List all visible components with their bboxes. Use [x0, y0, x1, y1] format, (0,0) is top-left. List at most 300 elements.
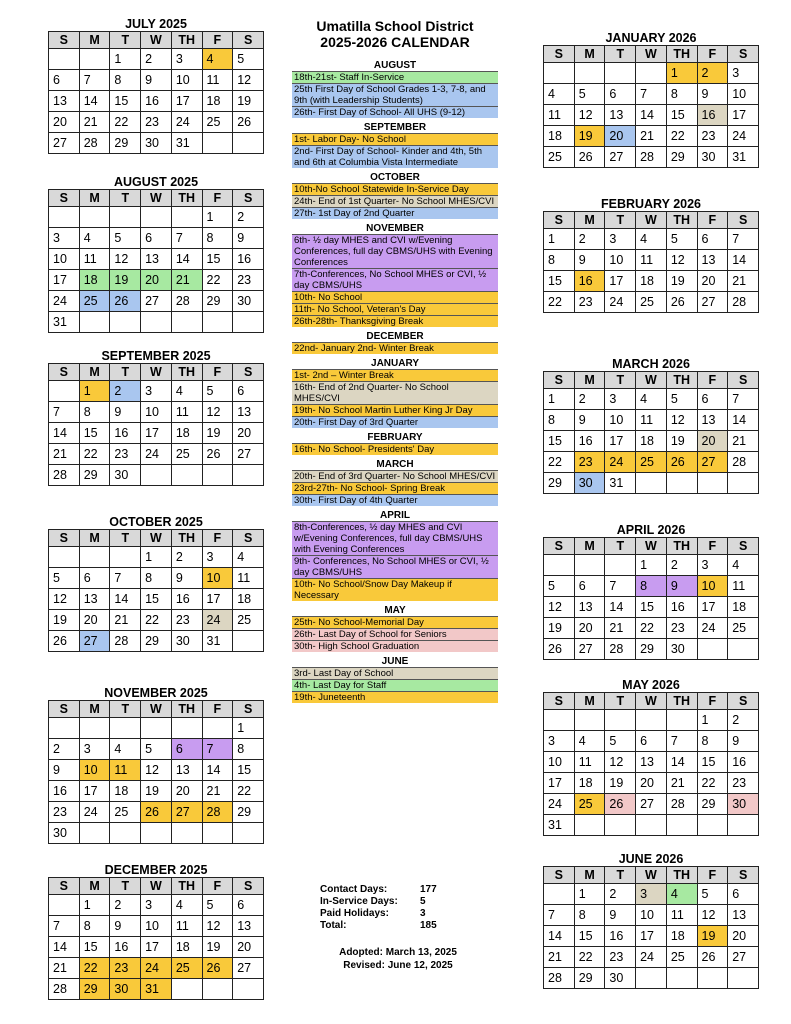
weekday-header: T — [605, 372, 636, 389]
day-cell: 23 — [233, 270, 264, 291]
day-cell: 21 — [666, 773, 697, 794]
month-grid — [543, 45, 759, 168]
calendar-apr-2026 — [543, 524, 759, 660]
day-cell: 10 — [697, 576, 728, 597]
day-cell: 4 — [171, 381, 202, 402]
week-row — [544, 250, 759, 271]
day-cell: 25 — [233, 610, 264, 631]
week-row — [544, 968, 759, 989]
month-grid — [543, 371, 759, 494]
day-cell: 21 — [171, 270, 202, 291]
event-section-heading: MARCH — [376, 459, 414, 470]
empty-cell — [79, 823, 110, 844]
day-cell: 3 — [636, 884, 667, 905]
empty-cell — [544, 884, 575, 905]
day-cell: 1 — [79, 381, 110, 402]
day-cell: 10 — [605, 250, 636, 271]
empty-cell — [202, 979, 233, 1000]
month-title: JANUARY 2026 — [605, 31, 697, 45]
day-cell: 6 — [49, 70, 80, 91]
day-cell: 3 — [697, 555, 728, 576]
day-cell: 13 — [171, 760, 202, 781]
day-cell: 8 — [544, 250, 575, 271]
empty-cell — [110, 718, 141, 739]
day-cell: 26 — [605, 794, 636, 815]
week-row — [544, 229, 759, 250]
empty-cell — [666, 815, 697, 836]
day-cell: 15 — [141, 589, 172, 610]
day-cell: 13 — [574, 597, 605, 618]
week-row — [49, 760, 264, 781]
empty-cell — [141, 718, 172, 739]
day-cell: 20 — [171, 781, 202, 802]
day-cell: 29 — [79, 979, 110, 1000]
day-cell: 12 — [697, 905, 728, 926]
event-section-heading: JUNE — [381, 656, 409, 667]
week-row — [544, 84, 759, 105]
day-cell: 21 — [728, 271, 759, 292]
day-cell: 11 — [171, 402, 202, 423]
day-cell: 10 — [79, 760, 110, 781]
day-cell: 17 — [605, 431, 636, 452]
month-title: FEBRUARY 2026 — [600, 197, 702, 211]
empty-cell — [110, 823, 141, 844]
day-cell: 15 — [233, 760, 264, 781]
day-cell: 10 — [171, 70, 202, 91]
weekday-header: W — [636, 538, 667, 555]
weekday-header: F — [202, 701, 233, 718]
day-cell: 19 — [574, 126, 605, 147]
day-cell: 22 — [141, 610, 172, 631]
day-cell: 12 — [110, 249, 141, 270]
empty-cell — [49, 895, 80, 916]
day-cell: 27 — [233, 958, 264, 979]
day-cell: 12 — [202, 402, 233, 423]
week-row — [49, 133, 264, 154]
empty-cell — [233, 823, 264, 844]
day-cell: 31 — [544, 815, 575, 836]
day-cell: 23 — [574, 452, 605, 473]
day-cell: 16 — [574, 431, 605, 452]
day-cell: 7 — [666, 731, 697, 752]
day-cell: 22 — [233, 781, 264, 802]
day-cell: 18 — [171, 937, 202, 958]
empty-cell — [79, 207, 110, 228]
day-cell: 1 — [697, 710, 728, 731]
day-cell: 2 — [728, 710, 759, 731]
day-cell: 17 — [636, 926, 667, 947]
day-cell: 10 — [728, 84, 759, 105]
week-row — [49, 402, 264, 423]
weekday-header: S — [728, 538, 759, 555]
day-cell: 29 — [666, 147, 697, 168]
week-row — [544, 576, 759, 597]
day-cell: 1 — [544, 229, 575, 250]
day-cell: 25 — [574, 794, 605, 815]
empty-cell — [233, 979, 264, 1000]
day-cell: 6 — [79, 568, 110, 589]
day-cell: 14 — [49, 937, 80, 958]
stat-value: 185 — [420, 920, 437, 931]
calendar-jan-2026 — [543, 32, 759, 168]
calendar-aug-2025 — [48, 176, 264, 333]
event-item: 26th- First Day of School- All UHS (9-12) — [292, 106, 498, 118]
day-cell: 29 — [110, 133, 141, 154]
day-cell: 16 — [605, 926, 636, 947]
day-cell: 3 — [605, 389, 636, 410]
day-cell: 19 — [666, 271, 697, 292]
event-item: 26th- Last Day of School for Seniors — [292, 628, 498, 640]
day-cell: 15 — [202, 249, 233, 270]
day-totals — [320, 884, 500, 932]
day-cell: 24 — [544, 794, 575, 815]
day-cell: 9 — [728, 731, 759, 752]
week-row — [49, 270, 264, 291]
day-cell: 2 — [110, 381, 141, 402]
empty-cell — [141, 465, 172, 486]
day-cell: 16 — [697, 105, 728, 126]
week-row — [49, 631, 264, 652]
day-cell: 13 — [728, 905, 759, 926]
empty-cell — [697, 815, 728, 836]
empty-cell — [49, 207, 80, 228]
empty-cell — [79, 718, 110, 739]
day-cell: 24 — [79, 802, 110, 823]
week-row — [49, 547, 264, 568]
day-cell: 5 — [141, 739, 172, 760]
empty-cell — [202, 823, 233, 844]
day-cell: 27 — [697, 452, 728, 473]
event-item: 4th- Last Day for Staff — [292, 679, 498, 691]
day-cell: 27 — [49, 133, 80, 154]
day-cell: 19 — [202, 937, 233, 958]
weekday-header: TH — [666, 693, 697, 710]
day-cell: 23 — [141, 112, 172, 133]
month-title: DECEMBER 2025 — [104, 863, 208, 877]
week-row — [49, 823, 264, 844]
day-cell: 13 — [233, 402, 264, 423]
week-row — [544, 431, 759, 452]
day-cell: 7 — [49, 916, 80, 937]
weekday-header: F — [697, 372, 728, 389]
day-cell: 18 — [574, 773, 605, 794]
day-cell: 9 — [697, 84, 728, 105]
day-cell: 27 — [697, 292, 728, 313]
day-cell: 5 — [666, 229, 697, 250]
weekday-header: T — [605, 46, 636, 63]
event-item: 30th- First Day of 4th Quarter — [292, 494, 498, 506]
empty-cell — [574, 815, 605, 836]
day-cell: 23 — [666, 618, 697, 639]
day-cell: 24 — [605, 292, 636, 313]
day-cell: 19 — [49, 610, 80, 631]
week-row — [544, 292, 759, 313]
day-cell: 30 — [141, 133, 172, 154]
day-cell: 28 — [202, 802, 233, 823]
day-cell: 18 — [79, 270, 110, 291]
weekday-header: S — [728, 212, 759, 229]
empty-cell — [233, 312, 264, 333]
adoption-info — [298, 946, 498, 972]
day-cell: 9 — [574, 410, 605, 431]
week-row — [544, 905, 759, 926]
day-cell: 17 — [728, 105, 759, 126]
weekday-header: S — [728, 693, 759, 710]
day-cell: 22 — [636, 618, 667, 639]
month-grid — [48, 31, 264, 154]
day-cell: 20 — [233, 937, 264, 958]
day-cell: 11 — [233, 568, 264, 589]
day-cell: 8 — [636, 576, 667, 597]
event-section-heading: JANUARY — [371, 358, 419, 369]
empty-cell — [636, 63, 667, 84]
day-cell: 13 — [697, 250, 728, 271]
day-cell: 8 — [697, 731, 728, 752]
day-cell: 2 — [605, 884, 636, 905]
day-cell: 3 — [728, 63, 759, 84]
day-cell: 28 — [636, 147, 667, 168]
month-grid — [543, 537, 759, 660]
day-cell: 20 — [574, 618, 605, 639]
day-cell: 4 — [636, 229, 667, 250]
day-cell: 13 — [141, 249, 172, 270]
day-cell: 30 — [171, 631, 202, 652]
week-row — [49, 228, 264, 249]
day-cell: 30 — [728, 794, 759, 815]
month-grid — [48, 877, 264, 1000]
week-row — [544, 947, 759, 968]
adopted-date: Adopted: March 13, 2025 — [339, 947, 457, 958]
event-item: 10th- No School — [292, 291, 498, 303]
day-cell: 1 — [636, 555, 667, 576]
day-cell: 22 — [574, 947, 605, 968]
day-cell: 16 — [574, 271, 605, 292]
weekday-header: TH — [171, 32, 202, 49]
stat-label: In-Service Days: — [320, 896, 398, 907]
day-cell: 13 — [697, 410, 728, 431]
weekday-header: M — [79, 701, 110, 718]
day-cell: 4 — [544, 84, 575, 105]
day-cell: 14 — [666, 752, 697, 773]
weekday-header: S — [544, 867, 575, 884]
empty-cell — [544, 555, 575, 576]
day-cell: 12 — [666, 410, 697, 431]
day-cell: 6 — [605, 84, 636, 105]
calendar-year-title: 2025-2026 CALENDAR — [320, 34, 470, 50]
empty-cell — [605, 555, 636, 576]
day-cell: 30 — [574, 473, 605, 494]
day-cell: 22 — [697, 773, 728, 794]
day-cell: 26 — [141, 802, 172, 823]
day-cell: 8 — [141, 568, 172, 589]
weekday-header: T — [110, 364, 141, 381]
day-cell: 31 — [605, 473, 636, 494]
day-cell: 5 — [574, 84, 605, 105]
empty-cell — [666, 968, 697, 989]
weekday-header: TH — [666, 46, 697, 63]
day-cell: 26 — [110, 291, 141, 312]
weekday-header: S — [544, 538, 575, 555]
day-cell: 2 — [171, 547, 202, 568]
day-cell: 20 — [636, 773, 667, 794]
weekday-header: M — [574, 372, 605, 389]
day-cell: 6 — [171, 739, 202, 760]
empty-cell — [79, 312, 110, 333]
day-cell: 21 — [544, 947, 575, 968]
day-cell: 8 — [574, 905, 605, 926]
day-cell: 7 — [636, 84, 667, 105]
empty-cell — [544, 710, 575, 731]
event-item: 1st- Labor Day- No School — [292, 133, 498, 145]
day-cell: 24 — [728, 126, 759, 147]
day-cell: 14 — [728, 410, 759, 431]
day-cell: 7 — [171, 228, 202, 249]
day-cell: 29 — [544, 473, 575, 494]
empty-cell — [79, 49, 110, 70]
weekday-header: S — [233, 190, 264, 207]
day-cell: 18 — [728, 597, 759, 618]
day-cell: 28 — [49, 465, 80, 486]
day-cell: 6 — [636, 731, 667, 752]
week-row — [49, 568, 264, 589]
month-grid — [48, 189, 264, 333]
day-cell: 31 — [171, 133, 202, 154]
day-cell: 13 — [605, 105, 636, 126]
day-cell: 22 — [666, 126, 697, 147]
empty-cell — [49, 381, 80, 402]
day-cell: 12 — [544, 597, 575, 618]
day-cell: 16 — [728, 752, 759, 773]
day-cell: 23 — [605, 947, 636, 968]
day-cell: 30 — [233, 291, 264, 312]
weekday-header: S — [728, 372, 759, 389]
stat-row — [320, 920, 500, 932]
day-cell: 5 — [202, 381, 233, 402]
week-row — [49, 916, 264, 937]
events-list — [292, 60, 498, 703]
day-cell: 6 — [141, 228, 172, 249]
day-cell: 23 — [574, 292, 605, 313]
empty-cell — [697, 639, 728, 660]
day-cell: 1 — [233, 718, 264, 739]
day-cell: 5 — [202, 895, 233, 916]
day-cell: 24 — [605, 452, 636, 473]
day-cell: 10 — [49, 249, 80, 270]
empty-cell — [605, 815, 636, 836]
weekday-header: F — [202, 364, 233, 381]
day-cell: 15 — [79, 423, 110, 444]
day-cell: 7 — [728, 229, 759, 250]
day-cell: 19 — [110, 270, 141, 291]
day-cell: 8 — [202, 228, 233, 249]
day-cell: 28 — [49, 979, 80, 1000]
week-row — [544, 147, 759, 168]
empty-cell — [574, 710, 605, 731]
calendar-oct-2025 — [48, 516, 264, 652]
day-cell: 8 — [110, 70, 141, 91]
day-cell: 8 — [666, 84, 697, 105]
calendar-jun-2026 — [543, 853, 759, 989]
empty-cell — [233, 631, 264, 652]
day-cell: 5 — [49, 568, 80, 589]
event-item: 19th- Juneteenth — [292, 691, 498, 703]
day-cell: 22 — [79, 444, 110, 465]
day-cell: 14 — [728, 250, 759, 271]
weekday-header: S — [544, 212, 575, 229]
day-cell: 12 — [574, 105, 605, 126]
day-cell: 23 — [110, 444, 141, 465]
empty-cell — [79, 547, 110, 568]
day-cell: 8 — [233, 739, 264, 760]
day-cell: 20 — [728, 926, 759, 947]
week-row — [544, 731, 759, 752]
week-row — [49, 589, 264, 610]
week-row — [49, 465, 264, 486]
stat-label: Contact Days: — [320, 884, 388, 895]
day-cell: 15 — [79, 937, 110, 958]
day-cell: 29 — [79, 465, 110, 486]
weekday-header: TH — [171, 701, 202, 718]
weekday-header: S — [49, 364, 80, 381]
event-section-heading: FEBRUARY — [367, 432, 423, 443]
day-cell: 1 — [666, 63, 697, 84]
week-row — [49, 207, 264, 228]
day-cell: 20 — [141, 270, 172, 291]
day-cell: 14 — [605, 597, 636, 618]
day-cell: 27 — [636, 794, 667, 815]
week-row — [49, 381, 264, 402]
weekday-header: TH — [666, 372, 697, 389]
day-cell: 23 — [728, 773, 759, 794]
empty-cell — [666, 473, 697, 494]
weekday-header: TH — [171, 878, 202, 895]
day-cell: 10 — [202, 568, 233, 589]
week-row — [49, 444, 264, 465]
weekday-header: S — [728, 46, 759, 63]
day-cell: 17 — [141, 937, 172, 958]
day-cell: 18 — [233, 589, 264, 610]
weekday-header: S — [544, 693, 575, 710]
day-cell: 26 — [49, 631, 80, 652]
event-section-heading: APRIL — [380, 510, 410, 521]
day-cell: 17 — [141, 423, 172, 444]
day-cell: 1 — [79, 895, 110, 916]
day-cell: 18 — [636, 431, 667, 452]
event-item: 24th- End of 1st Quarter- No School MHES/CVI — [292, 195, 498, 207]
week-row — [544, 773, 759, 794]
day-cell: 28 — [728, 292, 759, 313]
week-row — [49, 49, 264, 70]
week-row — [49, 423, 264, 444]
weekday-header: W — [636, 867, 667, 884]
event-item: 16th- End of 2nd Quarter- No School MHES/CVI — [292, 381, 498, 404]
day-cell: 3 — [141, 381, 172, 402]
empty-cell — [202, 312, 233, 333]
month-grid — [48, 363, 264, 486]
day-cell: 25 — [636, 292, 667, 313]
day-cell: 3 — [141, 895, 172, 916]
day-cell: 4 — [171, 895, 202, 916]
week-row — [49, 979, 264, 1000]
empty-cell — [171, 207, 202, 228]
day-cell: 28 — [544, 968, 575, 989]
event-section-heading: DECEMBER — [366, 331, 424, 342]
day-cell: 17 — [171, 91, 202, 112]
event-item: 20th- End of 3rd Quarter- No School MHES/CVI — [292, 470, 498, 482]
event-item: 25th- No School-Memorial Day — [292, 616, 498, 628]
empty-cell — [544, 63, 575, 84]
empty-cell — [202, 133, 233, 154]
